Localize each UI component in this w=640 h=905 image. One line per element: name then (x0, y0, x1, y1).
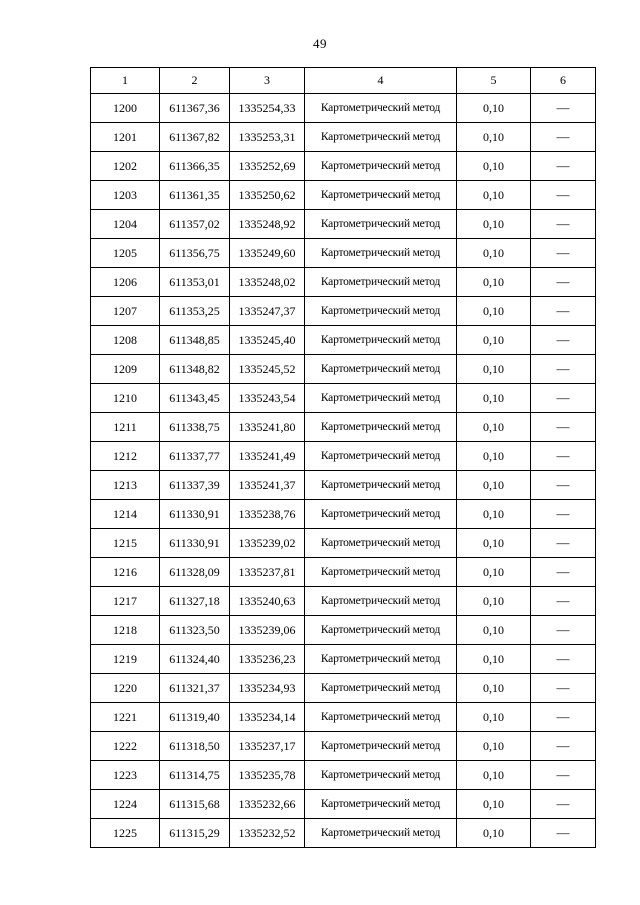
description-cell: — (531, 210, 596, 239)
x-coordinate-cell: 611330,91 (160, 529, 230, 558)
y-coordinate-cell: 1335238,76 (230, 500, 305, 529)
accuracy-cell: 0,10 (457, 790, 531, 819)
x-coordinate-cell: 611353,25 (160, 297, 230, 326)
y-coordinate-cell: 1335235,78 (230, 761, 305, 790)
table-row (91, 674, 596, 703)
accuracy-cell: 0,10 (457, 645, 531, 674)
description-cell: — (531, 761, 596, 790)
description-cell: — (531, 297, 596, 326)
table-row (91, 355, 596, 384)
description-cell: — (531, 181, 596, 210)
description-cell: — (531, 732, 596, 761)
method-cell: Картометрический метод (305, 732, 457, 761)
header-col-5: 5 (457, 68, 531, 94)
method-cell: Картометрический метод (305, 355, 457, 384)
method-cell: Картометрический метод (305, 210, 457, 239)
x-coordinate-cell: 611314,75 (160, 761, 230, 790)
method-cell: Картометрический метод (305, 703, 457, 732)
method-cell: Картометрический метод (305, 558, 457, 587)
method-cell: Картометрический метод (305, 674, 457, 703)
x-coordinate-cell: 611330,91 (160, 500, 230, 529)
point-number-cell: 1208 (91, 326, 160, 355)
y-coordinate-cell: 1335241,49 (230, 442, 305, 471)
x-coordinate-cell: 611337,39 (160, 471, 230, 500)
table-row (91, 732, 596, 761)
method-cell: Картометрический метод (305, 442, 457, 471)
y-coordinate-cell: 1335243,54 (230, 384, 305, 413)
table-row (91, 326, 596, 355)
method-cell: Картометрический метод (305, 384, 457, 413)
table-row (91, 761, 596, 790)
point-number-cell: 1203 (91, 181, 160, 210)
x-coordinate-cell: 611337,77 (160, 442, 230, 471)
y-coordinate-cell: 1335248,92 (230, 210, 305, 239)
y-coordinate-cell: 1335250,62 (230, 181, 305, 210)
accuracy-cell: 0,10 (457, 123, 531, 152)
accuracy-cell: 0,10 (457, 500, 531, 529)
method-cell: Картометрический метод (305, 616, 457, 645)
x-coordinate-cell: 611348,85 (160, 326, 230, 355)
accuracy-cell: 0,10 (457, 761, 531, 790)
description-cell: — (531, 587, 596, 616)
header-col-1: 1 (91, 68, 160, 94)
x-coordinate-cell: 611328,09 (160, 558, 230, 587)
y-coordinate-cell: 1335253,31 (230, 123, 305, 152)
x-coordinate-cell: 611315,68 (160, 790, 230, 819)
table-row (91, 471, 596, 500)
point-number-cell: 1201 (91, 123, 160, 152)
table-row (91, 558, 596, 587)
description-cell: — (531, 442, 596, 471)
table-row (91, 210, 596, 239)
x-coordinate-cell: 611348,82 (160, 355, 230, 384)
description-cell: — (531, 819, 596, 848)
table-row (91, 587, 596, 616)
y-coordinate-cell: 1335237,17 (230, 732, 305, 761)
accuracy-cell: 0,10 (457, 819, 531, 848)
point-number-cell: 1224 (91, 790, 160, 819)
table-row (91, 529, 596, 558)
accuracy-cell: 0,10 (457, 471, 531, 500)
point-number-cell: 1218 (91, 616, 160, 645)
method-cell: Картометрический метод (305, 94, 457, 123)
y-coordinate-cell: 1335240,63 (230, 587, 305, 616)
point-number-cell: 1210 (91, 384, 160, 413)
x-coordinate-cell: 611338,75 (160, 413, 230, 442)
x-coordinate-cell: 611323,50 (160, 616, 230, 645)
y-coordinate-cell: 1335252,69 (230, 152, 305, 181)
accuracy-cell: 0,10 (457, 732, 531, 761)
y-coordinate-cell: 1335249,60 (230, 239, 305, 268)
accuracy-cell: 0,10 (457, 326, 531, 355)
table-row (91, 645, 596, 674)
accuracy-cell: 0,10 (457, 529, 531, 558)
description-cell: — (531, 558, 596, 587)
y-coordinate-cell: 1335232,66 (230, 790, 305, 819)
method-cell: Картометрический метод (305, 819, 457, 848)
x-coordinate-cell: 611367,82 (160, 123, 230, 152)
point-number-cell: 1219 (91, 645, 160, 674)
accuracy-cell: 0,10 (457, 413, 531, 442)
accuracy-cell: 0,10 (457, 94, 531, 123)
x-coordinate-cell: 611366,35 (160, 152, 230, 181)
y-coordinate-cell: 1335245,40 (230, 326, 305, 355)
accuracy-cell: 0,10 (457, 674, 531, 703)
accuracy-cell: 0,10 (457, 152, 531, 181)
method-cell: Картометрический метод (305, 123, 457, 152)
table-row (91, 94, 596, 123)
method-cell: Картометрический метод (305, 268, 457, 297)
point-number-cell: 1215 (91, 529, 160, 558)
point-number-cell: 1220 (91, 674, 160, 703)
method-cell: Картометрический метод (305, 239, 457, 268)
y-coordinate-cell: 1335232,52 (230, 819, 305, 848)
point-number-cell: 1211 (91, 413, 160, 442)
point-number-cell: 1225 (91, 819, 160, 848)
header-col-6: 6 (531, 68, 596, 94)
description-cell: — (531, 384, 596, 413)
table-row (91, 703, 596, 732)
point-number-cell: 1202 (91, 152, 160, 181)
accuracy-cell: 0,10 (457, 587, 531, 616)
x-coordinate-cell: 611315,29 (160, 819, 230, 848)
y-coordinate-cell: 1335245,52 (230, 355, 305, 384)
table-row (91, 500, 596, 529)
accuracy-cell: 0,10 (457, 210, 531, 239)
point-number-cell: 1214 (91, 500, 160, 529)
description-cell: — (531, 790, 596, 819)
x-coordinate-cell: 611319,40 (160, 703, 230, 732)
description-cell: — (531, 94, 596, 123)
y-coordinate-cell: 1335241,37 (230, 471, 305, 500)
y-coordinate-cell: 1335234,93 (230, 674, 305, 703)
table-body (91, 94, 596, 848)
y-coordinate-cell: 1335248,02 (230, 268, 305, 297)
y-coordinate-cell: 1335241,80 (230, 413, 305, 442)
description-cell: — (531, 645, 596, 674)
point-number-cell: 1200 (91, 94, 160, 123)
accuracy-cell: 0,10 (457, 239, 531, 268)
x-coordinate-cell: 611353,01 (160, 268, 230, 297)
x-coordinate-cell: 611327,18 (160, 587, 230, 616)
description-cell: — (531, 326, 596, 355)
header-col-3: 3 (230, 68, 305, 94)
table-row (91, 239, 596, 268)
accuracy-cell: 0,10 (457, 616, 531, 645)
method-cell: Картометрический метод (305, 297, 457, 326)
method-cell: Картометрический метод (305, 152, 457, 181)
description-cell: — (531, 355, 596, 384)
point-number-cell: 1204 (91, 210, 160, 239)
y-coordinate-cell: 1335234,14 (230, 703, 305, 732)
point-number-cell: 1222 (91, 732, 160, 761)
point-number-cell: 1213 (91, 471, 160, 500)
table-row (91, 442, 596, 471)
table-row (91, 181, 596, 210)
point-number-cell: 1216 (91, 558, 160, 587)
method-cell: Картометрический метод (305, 761, 457, 790)
description-cell: — (531, 529, 596, 558)
point-number-cell: 1217 (91, 587, 160, 616)
x-coordinate-cell: 611324,40 (160, 645, 230, 674)
accuracy-cell: 0,10 (457, 558, 531, 587)
accuracy-cell: 0,10 (457, 384, 531, 413)
description-cell: — (531, 413, 596, 442)
x-coordinate-cell: 611356,75 (160, 239, 230, 268)
method-cell: Картометрический метод (305, 413, 457, 442)
y-coordinate-cell: 1335247,37 (230, 297, 305, 326)
table-row (91, 268, 596, 297)
description-cell: — (531, 616, 596, 645)
description-cell: — (531, 152, 596, 181)
description-cell: — (531, 239, 596, 268)
method-cell: Картометрический метод (305, 645, 457, 674)
point-number-cell: 1207 (91, 297, 160, 326)
accuracy-cell: 0,10 (457, 297, 531, 326)
y-coordinate-cell: 1335239,02 (230, 529, 305, 558)
page-number: 49 (313, 36, 327, 51)
method-cell: Картометрический метод (305, 529, 457, 558)
description-cell: — (531, 471, 596, 500)
header-col-4: 4 (305, 68, 457, 94)
x-coordinate-cell: 611343,45 (160, 384, 230, 413)
description-cell: — (531, 500, 596, 529)
y-coordinate-cell: 1335237,81 (230, 558, 305, 587)
point-number-cell: 1221 (91, 703, 160, 732)
accuracy-cell: 0,10 (457, 181, 531, 210)
table-row (91, 616, 596, 645)
x-coordinate-cell: 611361,35 (160, 181, 230, 210)
header-col-2: 2 (160, 68, 230, 94)
method-cell: Картометрический метод (305, 500, 457, 529)
x-coordinate-cell: 611318,50 (160, 732, 230, 761)
description-cell: — (531, 268, 596, 297)
point-number-cell: 1209 (91, 355, 160, 384)
accuracy-cell: 0,10 (457, 355, 531, 384)
table-row (91, 790, 596, 819)
method-cell: Картометрический метод (305, 790, 457, 819)
accuracy-cell: 0,10 (457, 442, 531, 471)
accuracy-cell: 0,10 (457, 703, 531, 732)
method-cell: Картометрический метод (305, 471, 457, 500)
y-coordinate-cell: 1335236,23 (230, 645, 305, 674)
table-row (91, 413, 596, 442)
coordinates-table (90, 67, 596, 848)
point-number-cell: 1212 (91, 442, 160, 471)
x-coordinate-cell: 611321,37 (160, 674, 230, 703)
table-row (91, 123, 596, 152)
table-header-row (91, 68, 596, 94)
table-row (91, 297, 596, 326)
table-row (91, 152, 596, 181)
table-row (91, 819, 596, 848)
accuracy-cell: 0,10 (457, 268, 531, 297)
method-cell: Картометрический метод (305, 326, 457, 355)
x-coordinate-cell: 611357,02 (160, 210, 230, 239)
y-coordinate-cell: 1335239,06 (230, 616, 305, 645)
method-cell: Картометрический метод (305, 181, 457, 210)
description-cell: — (531, 674, 596, 703)
point-number-cell: 1223 (91, 761, 160, 790)
description-cell: — (531, 703, 596, 732)
table-row (91, 384, 596, 413)
description-cell: — (531, 123, 596, 152)
y-coordinate-cell: 1335254,33 (230, 94, 305, 123)
point-number-cell: 1205 (91, 239, 160, 268)
method-cell: Картометрический метод (305, 587, 457, 616)
x-coordinate-cell: 611367,36 (160, 94, 230, 123)
point-number-cell: 1206 (91, 268, 160, 297)
